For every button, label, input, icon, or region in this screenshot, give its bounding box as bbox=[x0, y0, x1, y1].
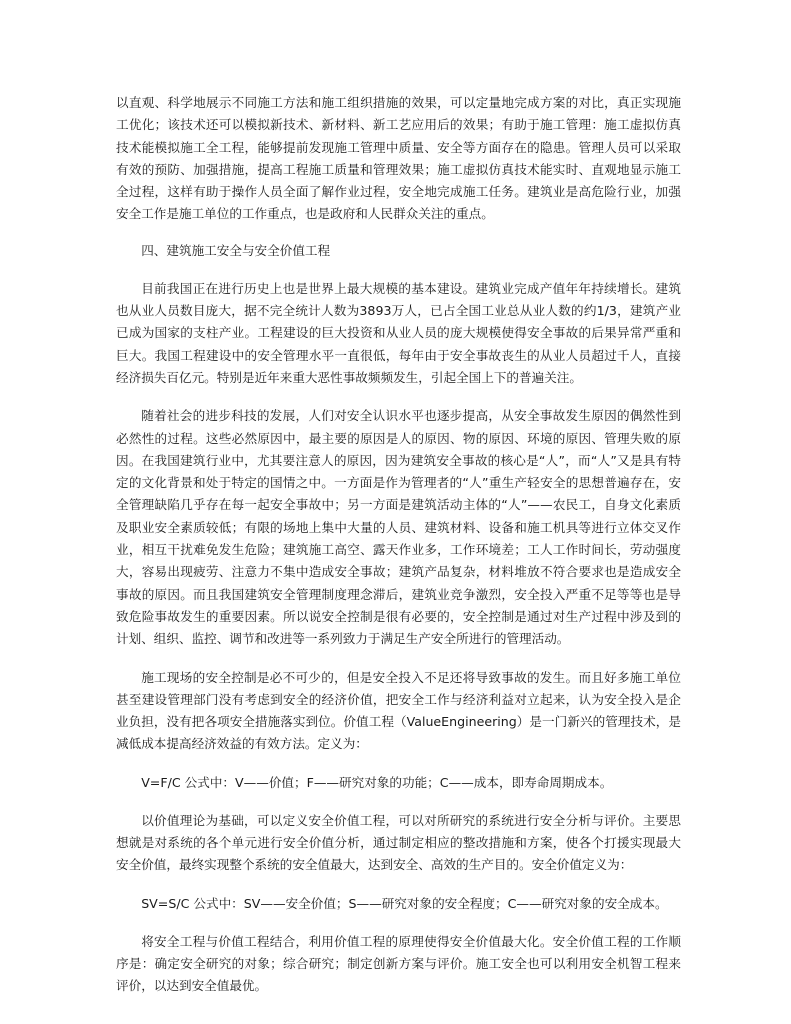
formula-value: V=F/C 公式中：V——价值；F——研究对象的功能；C——成本，即寿命周期成本。 bbox=[141, 774, 613, 790]
intro-paragraph: 以直观、科学地展示不同施工方法和施工组织措施的效果，可以定量地完成方案的对比，真正实现施工优化；该技术还可以模拟新技术、新材料、新工艺应用后的效果；有助于施工管理：施工虚拟仿真技术能模拟施工全工程，能够提前发现施工管理中质量、安全等方面存在的隐患。管理人员可以采取有效的预防、加强措施，提高工程施工质量和管理效果；施工虚拟仿真技术能实时、直观地显示施工全过程，这样有助于操作人员全面了解作业过程，安全地完成施工任务。建筑业是高危险行业，加强安全工作是施工单位的工作重点，也是政府和人民群众关注的重点。 bbox=[116, 95, 681, 222]
paragraph-conclusion: 将安全工程与价值工程结合，利用价值工程的原理使得安全价值最大化。安全价值工程的工作顺序是：确定安全研究的对象；综合研究；制定创新方案与评价。施工安全也可以利用安全机智工程来评价，以达到安全值最优。 bbox=[116, 933, 681, 994]
paragraph-accident-causes: 随着社会的进步科技的发展，人们对安全认识水平也逐步提高，从安全事故发生原因的偶然性到必然性的过程。这些必然原因中，最主要的原因是人的原因、物的原因、环境的原因、管理失败的原因。在我国建筑行业中，尤其要注意人的原因，因为建筑安全事故的核心是“人”，而“人”又是具有特定的文化背景和处于特定的国情之中。一方面是作为管理者的“人”重生产轻安全的思想普遍存在，安全管理缺陷几乎存在每一起安全事故中；另一方面是建筑活动主体的“人”——农民工，自身文化素质及职业安全素质较低；有限的场地上集中大量的人员、建筑材料、设备和施工机具等进行立体交叉作业，相互干扰难免发生危险；建筑施工高空、露天作业多，工作环境差；工人工作时间长，劳动强度大，容易出现疲劳、注意力不集中造成安全事故；建筑产品复杂，材料堆放不符合要求也是造成安全事故的原因。而且我国建筑安全管理制度理念滞后，建筑业竞争激烈，安全投入严重不足等等也是导致危险事故发生的重要因素。所以说安全控制是很有必要的，安全控制是通过对生产过程中涉及到的计划、组织、监控、调节和改进等一系列致力于满足生产安全所进行的管理活动。 bbox=[116, 408, 681, 647]
formula-safety-value: SV=S/C 公式中：SV——安全价值；S——研究对象的安全程度；C——研究对象的安全成本。 bbox=[141, 895, 668, 911]
paragraph-value-engineering: 施工现场的安全控制是必不可少的，但是安全投入不足还将导致事故的发生。而且好多施工单位甚至建设管理部门没有考虑到安全的经济价值，把安全工作与经济利益对立起来，认为安全投入是企业负担，没有把各项安全措施落实到位。价值工程（ValueEngineering）是一门新兴的管理技术，是减低成本提高经济效益的有效方法。定义为： bbox=[116, 669, 681, 752]
paragraph-safety-value-engineering: 以价值理论为基础，可以定义安全价值工程，可以对所研究的系统进行安全分析与评价。主要思想就是对系统的各个单元进行安全价值分析，通过制定相应的整改措施和方案，使各个打援实现最大安全价值，最终实现整个系统的安全值最大，达到安全、高效的生产目的。安全价值定义为： bbox=[116, 812, 681, 873]
section-heading: 四、建筑施工安全与安全价值工程 bbox=[141, 242, 331, 258]
paragraph-construction-scale: 目前我国正在进行历史上也是世界上最大规模的基本建设。建筑业完成产值年年持续增长。建筑也从业人员数目庞大，据不完全统计人数为3893万人，已占全国工业总从业人数的约1/3，建筑产业已成为国家的支柱产业。工程建设的巨大投资和从业人员的庞大规模使得安全事故的后果异常严重和巨大。我国工程建设中的安全管理水平一直很低，每年由于安全事故丧生的从业人员超过千人，直接经济损失百亿元。特别是近年来重大恶性事故频频发生，引起全国上下的普遍关注。 bbox=[116, 280, 681, 385]
